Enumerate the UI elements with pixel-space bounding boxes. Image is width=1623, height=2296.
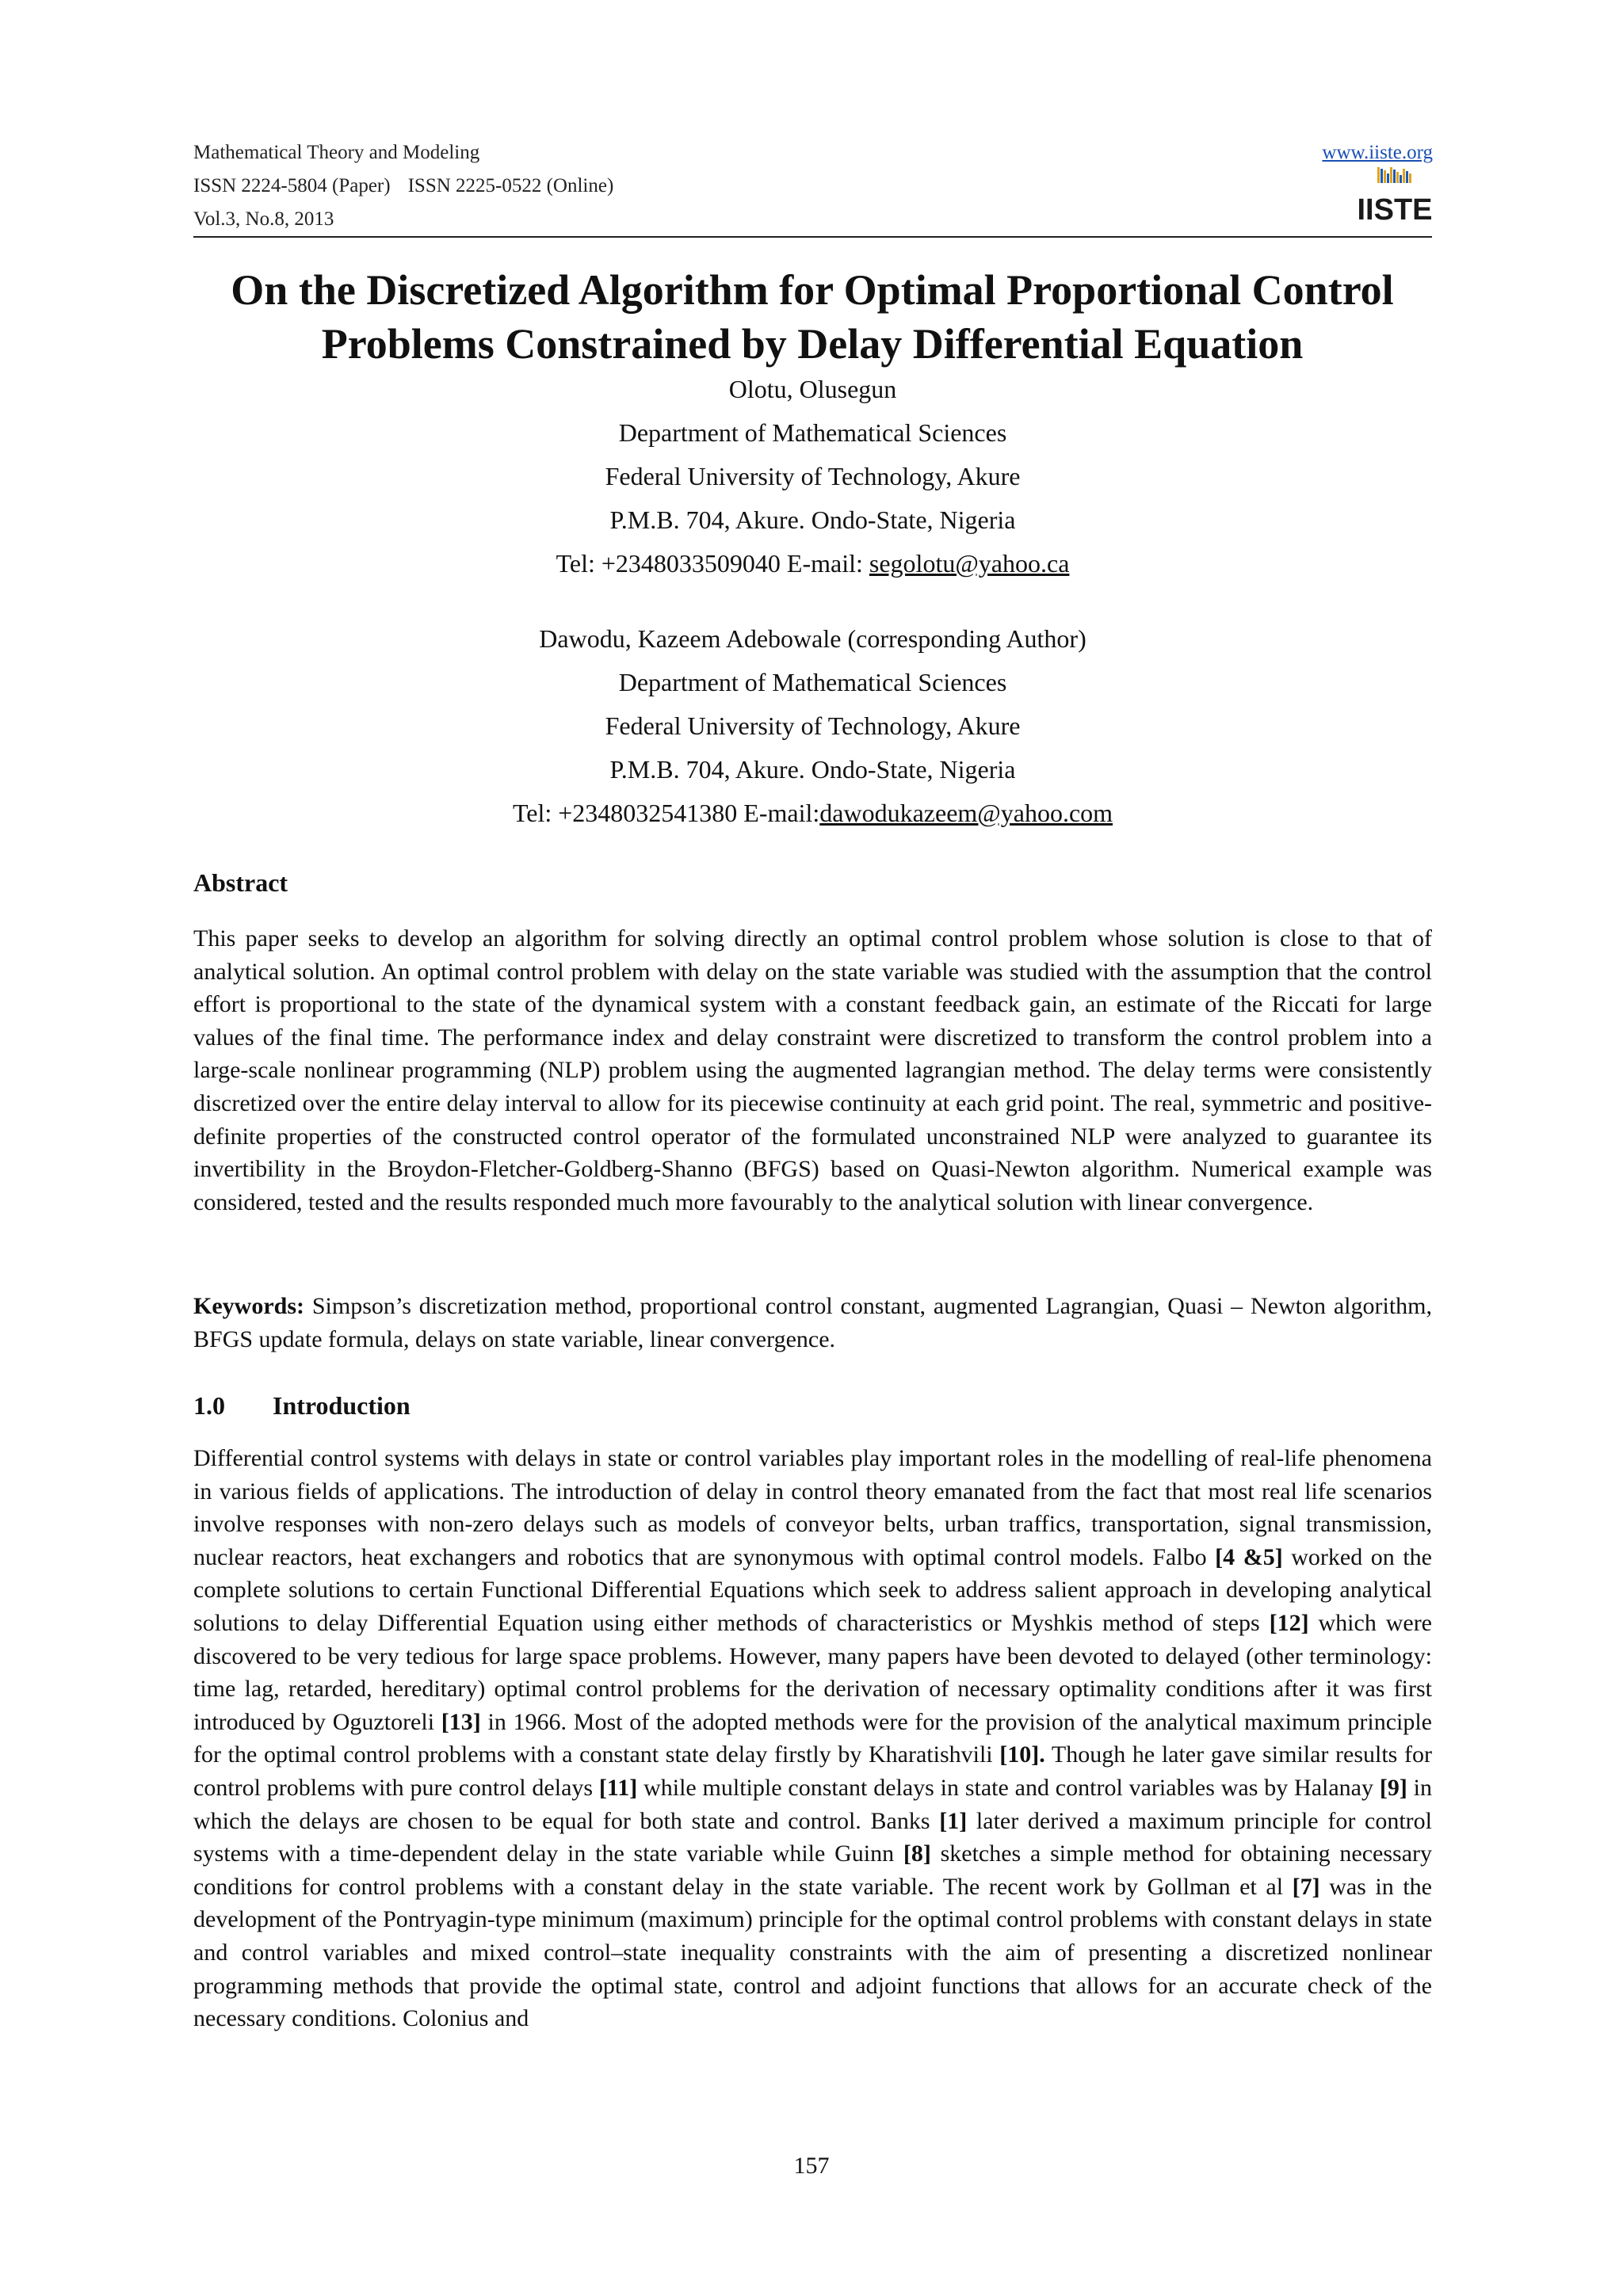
volume-issue: Vol.3, No.8, 2013 (193, 208, 334, 230)
logo-wordmark: IISTE (1357, 193, 1433, 227)
intro-text: while multiple constant delays in state and control variables was by Halanay (637, 1774, 1380, 1801)
author-university: Federal University of Technology, Akure (605, 711, 1021, 740)
intro-paragraph (193, 1442, 1432, 2035)
title-line-2: Problems Constrained by Delay Differential Equation (321, 320, 1304, 368)
author-name: Dawodu, Kazeem Adebowale (corresponding Author) (539, 624, 1086, 653)
citation: [13] (441, 1708, 481, 1735)
journal-name: Mathematical Theory and Modeling (193, 142, 480, 163)
intro-text: sketches a simple method for obtaining necessary conditions for control problems with a constant delay in the state variable. The recent work by Gollman et al (193, 1840, 1432, 1900)
author-address: P.M.B. 704, Akure. Ondo-State, Nigeria (609, 505, 1016, 534)
citation: [12] (1269, 1609, 1309, 1636)
author-phone: Tel: +2348033509040 E-mail: (556, 549, 869, 578)
section-title: Introduction (273, 1391, 411, 1420)
keywords (193, 1290, 1432, 1356)
citation: [10]. (999, 1741, 1045, 1768)
abstract-text: This paper seeks to develop an algorithm for solving directly an optimal control problem whose solution is close to that of analytical solution. An optimal control problem with delay on the state variable was studied with the assumption that the control effort is proportional to the state of the dynamical system with a constant feedback gain, an estimate of the Riccati for large values of the final time. The performance index and delay constraint were discretized to transform the control problem into a large-scale nonlinear programming (NLP) problem using the augmented lagrangian method. The delay terms were consistently discretized over the entire delay interval to allow for its piecewise continuity at each grid point. The real, symmetric and positive-definite properties of the constructed control operator of the formulated unconstrained NLP were analyzed to guarantee its invertibility in the Broydon-Fletcher-Goldberg-Shanno (BFGS) based on Quasi-Newton algorithm. Numerical example was considered, tested and the results responded much more favourably to the analytical solution with linear convergence. (193, 925, 1432, 1215)
keywords-text: Simpson’s discretization method, proportional control constant, augmented Lagrangian, Quasi – Newton algorithm, BFGS update formula, delays on state variable, linear convergence. (193, 1293, 1432, 1352)
intro-text: Differential control systems with delays in state or control variables play important roles in the modelling of real-life phenomena in various fields of applications. The introduction of delay in control theory emanated from the fact that most real life scenarios involve responses with non-zero delays such as models of conveyor belts, urban traffics, transportation, signal transmission, nuclear reactors, heat exchangers and robotics that are synonymous with optimal control models. Falbo (193, 1445, 1432, 1570)
intro-text: Though he later gave similar results for control problems with pure control delays (193, 1741, 1432, 1801)
author-contact (193, 542, 1432, 585)
citation: [9] (1379, 1774, 1407, 1801)
issn-online: ISSN 2225-0522 (Online) (407, 175, 614, 196)
page-number: 157 (793, 2153, 830, 2179)
issn-paper: ISSN 2224-5804 (Paper) (193, 175, 391, 196)
issn-line (193, 170, 1432, 203)
intro-text: was in the development of the Pontryagin-type minimum (maximum) principle for the optimal control problems with constant delays in state and control variables and mixed control–state inequality constraints with the aim of presenting a discretized nonlinear programming methods that provide the optimal state, control and adjoint functions that allows for an accurate check of the necessary conditions. Colonius and (193, 1873, 1433, 2032)
author-email-link[interactable]: segolotu@yahoo.ca (869, 549, 1070, 578)
intro-text: in which the delays are chosen to be equal for both state and control. Banks (193, 1774, 1432, 1834)
title-line-1: On the Discretized Algorithm for Optimal Proportional Control (231, 266, 1394, 314)
intro-text: later derived a maximum principle for control systems with a time-dependent delay in the state variable while Guinn (193, 1807, 1432, 1867)
keywords-label: Keywords: (193, 1293, 304, 1319)
author-department: Department of Mathematical Sciences (618, 418, 1007, 447)
citation: [11] (598, 1774, 638, 1801)
section-heading (193, 1390, 411, 1421)
citation: [4 &5] (1215, 1543, 1283, 1570)
journal-header (193, 136, 1432, 236)
header-divider (193, 236, 1432, 238)
section-number: 1.0 (193, 1391, 225, 1420)
author-block-2 (193, 617, 1432, 835)
author-email-link[interactable]: dawodukazeem@yahoo.com (819, 799, 1113, 827)
paper-title (158, 263, 1466, 371)
iiste-logo (1357, 167, 1433, 227)
author-university: Federal University of Technology, Akure (605, 462, 1021, 490)
author-name: Olotu, Olusegun (728, 375, 897, 403)
author-contact (193, 791, 1432, 835)
citation: [1] (939, 1807, 968, 1834)
intro-text: which were discovered to be very tedious for large space problems. However, many papers have been devoted to delayed (other terminology: time lag, retarded, hereditary) optimal control problems for the derivation of necessary optimality conditions after it was first introduced by Oguztoreli (193, 1609, 1433, 1735)
author-block-1 (193, 368, 1432, 585)
author-department: Department of Mathematical Sciences (618, 668, 1007, 696)
journal-website-link[interactable]: www.iiste.org (1322, 142, 1433, 163)
citation: [8] (903, 1840, 931, 1867)
author-address: P.M.B. 704, Akure. Ondo-State, Nigeria (609, 755, 1016, 784)
author-phone: Tel: +2348032541380 E-mail: (512, 799, 820, 827)
intro-text: worked on the complete solutions to certain Functional Differential Equations which seek to address salient approach in developing analytical solutions to delay Differential Equation using either methods of characteristics or Myshkis method of steps (193, 1543, 1432, 1636)
citation: [7] (1292, 1873, 1320, 1900)
intro-text: in 1966. Most of the adopted methods were for the provision of the analytical maximum principle for the optimal control problems with a constant state delay firstly by Kharatishvili (193, 1708, 1432, 1768)
abstract-heading: Abstract (193, 868, 288, 897)
